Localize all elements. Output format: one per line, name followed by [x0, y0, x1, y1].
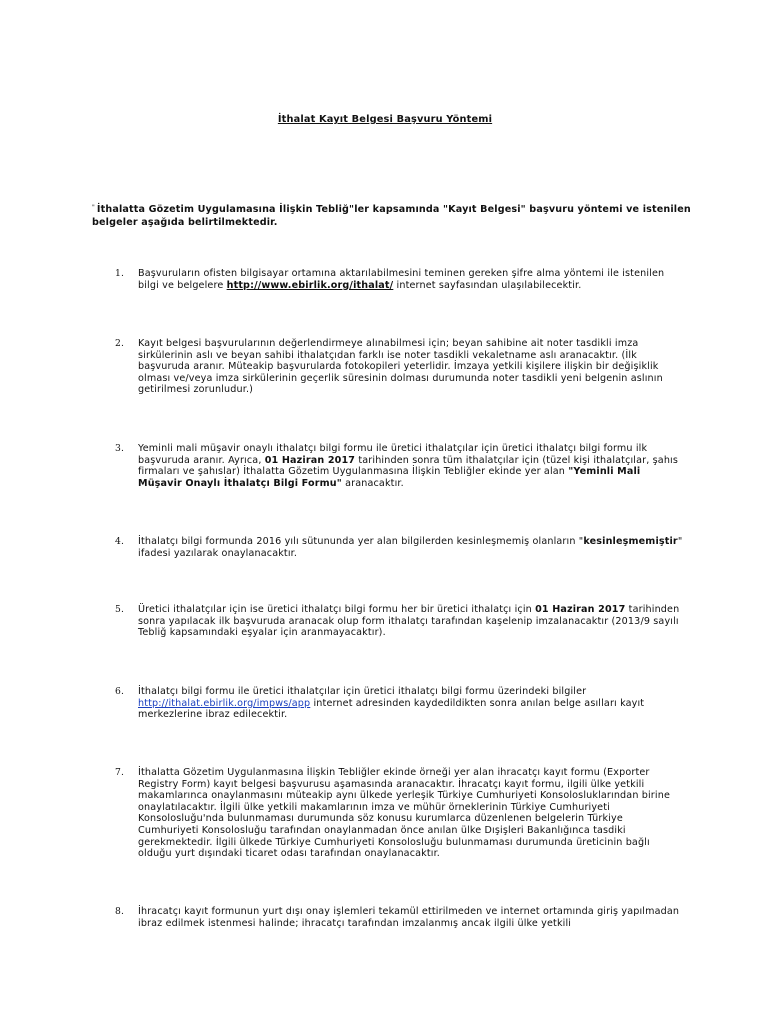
ebirlik-ithalat-link[interactable]: http://www.ebirlik.org/ithalat/ — [226, 279, 394, 291]
item-number: 7. — [115, 767, 125, 778]
document-title: İthalat Kayıt Belgesi Başvuru Yöntemi — [277, 114, 493, 125]
item-text-part: tarihinden sonra yapılacak ilk başvuruda aranacak olup form ithalatçı tarafından kaşelenip imzalanacaktır (2013/9 sayılı Tebliğ kapsamındaki eşyalar için aranmayacaktır). — [138, 604, 680, 639]
item-text — [138, 268, 685, 291]
item-text-part: internet adresinden kaydedildikten sonra anılan belge asılları kayıt merkezlerine ibraz edilecektir. — [138, 697, 645, 721]
item-text-part: Başvuruların ofisten bilgisayar ortamına aktarılabilmesini teminen gereken şifre alma yöntemi ile istenilen bilgi ve belgelere — [138, 268, 665, 291]
item-number: 6. — [115, 686, 125, 697]
item-text-part: internet sayfasından ulaşılabilecektir. — [393, 279, 582, 291]
item-bold-date: 01 Haziran 2017 — [535, 604, 626, 615]
item-text — [138, 686, 685, 721]
ebirlik-impws-link[interactable]: http://ithalat.ebirlik.org/impws/app — [138, 697, 311, 709]
item-bold-form-name: "Yeminli Mali Müşavir Onaylı İthalatçı Bilgi Formu" — [138, 466, 641, 489]
item-text: İhracatçı kayıt formunun yurt dışı onay işlemleri tekamül ettirilmeden ve internet ortamında giriş yapılmadan ibraz edilmek istenmesi halinde; ihracatçı tarafından imzalanmış ancak ilgili ülke yetkili — [138, 906, 680, 929]
intro-open-quote: " — [92, 204, 95, 211]
item-text — [138, 536, 685, 559]
item-text: Kayıt belgesi başvurularının değerlendirmeye alınabilmesi için; beyan sahibine ait noter tasdikli imza sirkülerinin aslı ve beyan sahibi ithalatçıdan farklı ise noter tasdikli vekaletname aslı aranacaktır. (İlk başvuruda aranır. Müteakip başvurularda fotokopileri yeterlidir. İmzaya yetkili kişilere ilişkin bir değişiklik olması ve/veya imza sirkülerinin geçerlik süresinin dolması durumunda noter tasdikli yeni belgenin aslının getirilmesi zorunludur.) — [138, 338, 663, 396]
item-number: 8. — [115, 906, 125, 917]
item-text-part: " ifadesi yazılarak onaylanacaktır. — [138, 536, 683, 559]
item-text-part: tarihinden sonra tüm ithalatçılar için (tüzel kişi ithalatçılar, şahıs firmaları ve şahıslar) İthalatta Gözetim Uygulanmasına İlişkin Tebliğler ekinde yer alan — [138, 454, 679, 478]
item-number: 3. — [115, 443, 125, 454]
item-bold-term: kesinleşmemiştir — [583, 536, 678, 547]
item-text-part: Üretici ithalatçılar için ise üretici ithalatçı bilgi formu her bir üretici ithalatçı için — [138, 604, 536, 615]
item-bold-date: 01 Haziran 2017 — [264, 454, 356, 466]
item-text-part: Yeminli mali müşavir onaylı ithalatçı bilgi formu ile üretici ithalatçılar için üretici ithalatçı bilgi formu ilk başvuruda aranır. Ayrıca, — [138, 443, 648, 466]
item-text — [138, 443, 685, 489]
item-text-part: aranacaktır. — [341, 477, 404, 489]
item-text-part: İthalatçı bilgi formunda 2016 yılı sütununda yer alan bilgilerden kesinleşmemiş olanların " — [138, 536, 584, 547]
item-number: 4. — [115, 536, 125, 547]
item-number: 2. — [115, 338, 125, 349]
item-number: 1. — [115, 268, 125, 279]
item-text — [138, 604, 685, 639]
item-text: İthalatta Gözetim Uygulanmasına İlişkin Tebliğler ekinde örneği yer alan ihracatçı kayıt formu (Exporter Registry Form) kayıt belgesi başvurusu aşamasında aranacaktır. İhracatçı kayıt formu, ilgili ülke yetkili makamlarınca onaylanmasını müteakip aynı ülkede yerleşik Türkiye Cumhuriyeti Konsolosluklarından birine onaylatılacaktır. İlgili ülke yetkili makamlarının imza ve mühür örneklerinin Türkiye Cumhuriyeti Konsolosluğu'nda bulunmaması durumunda söz konusu kurumlarca düzenlenen belgelerin Türkiye Cumhuriyeti Konsolosluğu tarafından onaylanmadan önce anılan ülke Dışişleri Bakanlığınca tasdiki gerekmektedir. İlgili ülkede Türkiye Cumhuriyeti Konsolosluğu bulunmaması durumunda üreticinin bağlı olduğu yurt dışındaki ticaret odası tarafından onaylanacaktır. — [138, 767, 671, 860]
item-text-part: İthalatçı bilgi formu ile üretici ithalatçılar için üretici ithalatçı bilgi formu üzerindeki bilgiler — [138, 686, 587, 697]
item-number: 5. — [115, 604, 125, 615]
intro-text: İthalatta Gözetim Uygulamasına İlişkin Tebliğ"ler kapsamında "Kayıt Belgesi" başvuru yöntemi ve istenilen belgeler aşağıda belirtilmektedir. — [92, 204, 691, 228]
intro-paragraph — [92, 201, 692, 229]
